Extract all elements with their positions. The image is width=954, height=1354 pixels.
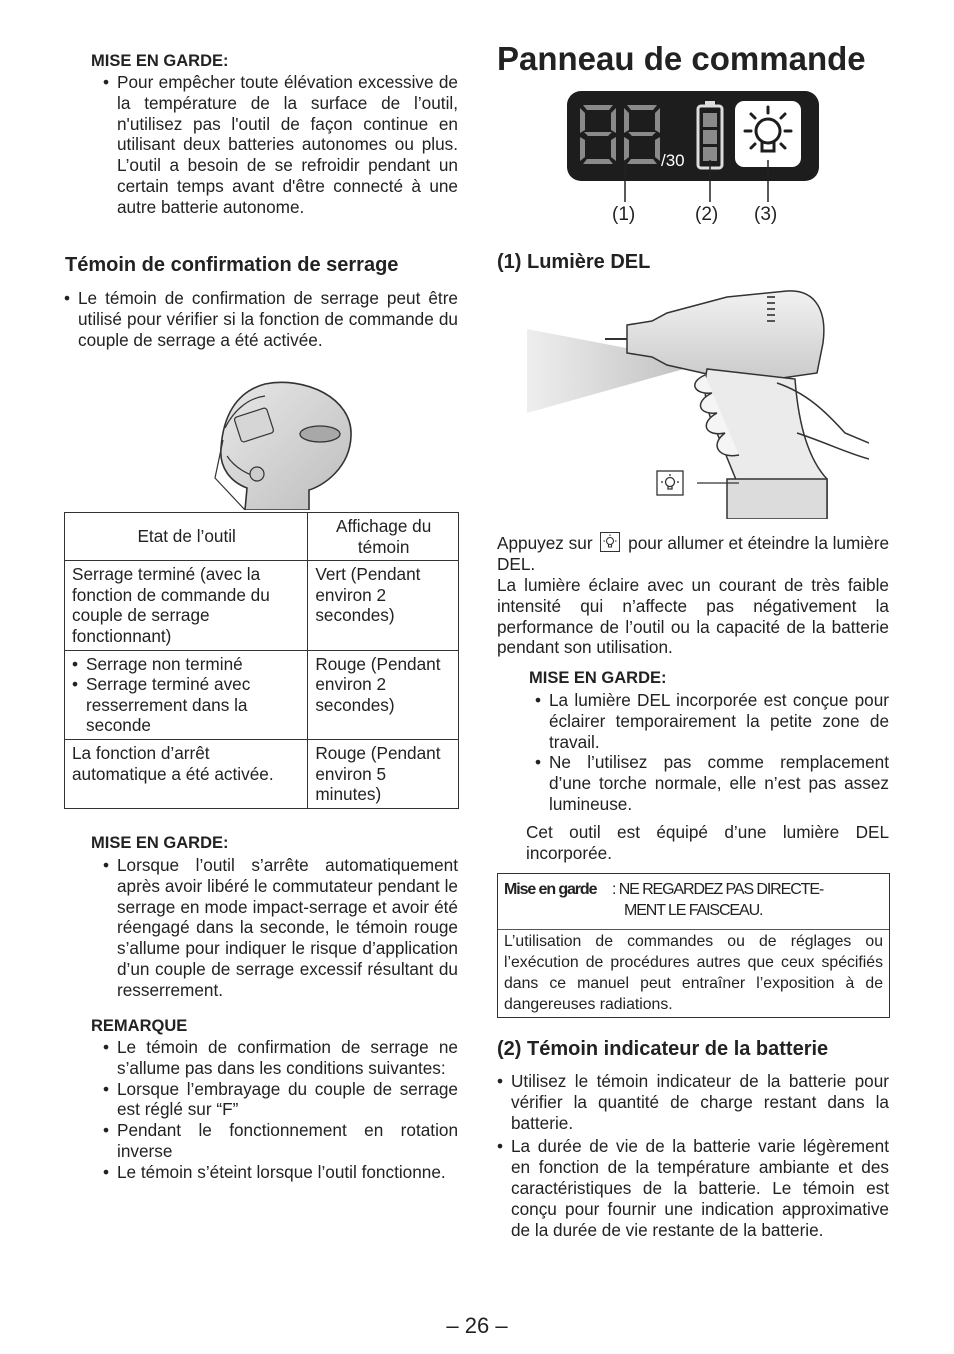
table-cell-display: Vert (Pendant environ 2 secondes) (308, 561, 459, 650)
table-cell-display: Rouge (Pendant environ 5 minutes) (308, 739, 459, 808)
display-suffix: /30 (661, 151, 685, 170)
led-instructions: Appuyez sur pour allumer et éteindre la lumière DEL. (497, 533, 890, 574)
warning-body: L’utilisation de commandes ou de réglages ou l’exécution de procédures autres que ceux spécifiés dans ce manuel peut entraîner l’exposition à de dangereuses radiations. (504, 933, 883, 1013)
led-button[interactable] (735, 101, 801, 167)
laser-warning-box (497, 873, 890, 1018)
list-item: • La durée de vie de la batterie varie légèrement en fonction de la température ambiante et des caractéristiques de la batterie. Le témoin est conçu pour fournir une indication approximative de la durée de vie restante de la batterie. (497, 1136, 889, 1240)
warning-line-1: : NE REGARDEZ PAS DIRECTE- (612, 881, 824, 898)
battery-list (497, 1071, 889, 1240)
battery-heading: (2) Témoin indicateur de la batterie (497, 1038, 829, 1060)
led-note: Cet outil est équipé d’une lumière DEL incorporée. (526, 822, 889, 863)
list-item: • La lumière DEL incorporée est conçue pour éclairer temporairement la petite zone de travail. (535, 690, 889, 752)
panel-callout-lines (600, 160, 800, 208)
caution-heading-1: MISE EN GARDE: (91, 52, 229, 70)
list-item: • Le témoin de confirmation de serrage ne s’allume pas dans les conditions suivantes: (103, 1037, 458, 1078)
page-title: Panneau de commande (497, 40, 866, 77)
table-cell-display: Rouge (Pendant environ 2 secondes) (308, 650, 459, 739)
warning-line-2: MENT LE FAISCEAU. (624, 902, 763, 919)
seven-segment-display-icon (577, 103, 667, 167)
warning-label: Mise en garde (504, 881, 597, 898)
indicator-table (64, 512, 459, 809)
caution-2-bullet: • Lorsque l’outil s’arrête automatiquement après avoir libéré le commutateur pendant le serrage en mode impact-serrage et avoir été réengagé dans la seconde, le témoin rouge s’allume pour indiquer le risque d’application d’un couple de serrage excessif résultant du resserrement. (103, 855, 458, 1000)
section-title-tightening: Témoin de confirmation de serrage (65, 254, 399, 276)
table-cell-state: • Serrage non terminé • Serrage terminé avec resserrement dans la seconde (65, 650, 308, 739)
list-item: • Lorsque l’embrayage du couple de serrage est réglé sur “F” (103, 1078, 458, 1120)
list-item: • Pendant le fonctionnement en rotation inverse (103, 1120, 458, 1161)
table-cell-state: Serrage terminé (avec la fonction de commande du couple de serrage fonctionnant) (65, 561, 308, 650)
caution-1-bullet: • Pour empêcher toute élévation excessive de la température de la surface de l’outil, n'utilisez pas l'outil de façon continue en utilisant deux batteries autonomes ou plus. L’outil a besoin de se refroidir pendant un certain temps avant d'être connecté à une autre batterie autonome. (103, 72, 458, 217)
led-paragraph: La lumière éclaire avec un courant de très faible intensité qui n’affecte pas négativement la performance de l’outil ou la capacité de la batterie pendant son utilisation. (497, 575, 889, 658)
list-item: • Le témoin s’éteint lorsque l’outil fonctionne. (103, 1161, 446, 1182)
remark-heading: REMARQUE (91, 1017, 188, 1035)
table-row (65, 561, 459, 650)
warning-divider (498, 929, 889, 930)
light-bulb-icon (735, 101, 801, 167)
caution-heading-3: MISE EN GARDE: (529, 669, 667, 687)
table-row (65, 650, 459, 739)
list-item: • Utilisez le témoin indicateur de la batterie pour vérifier la quantité de charge restant dans la batterie. (497, 1071, 889, 1133)
panel-label-2: (2) (695, 204, 719, 225)
list-item: • Ne l’utilisez pas comme remplacement d’une torche normale, elle n’est pas assez lumineuse. (535, 752, 889, 814)
table-header-display: Affichage du témoin (308, 513, 459, 561)
light-bulb-inline-icon (600, 532, 620, 552)
caution-3-list (535, 690, 889, 815)
tool-rear-illustration (205, 378, 355, 510)
table-row (65, 739, 459, 808)
table-cell-state: La fonction d’arrêt automatique a été activée. (65, 739, 308, 808)
drill-led-illustration (527, 283, 869, 519)
remark-list (103, 1037, 458, 1183)
caution-heading-2: MISE EN GARDE: (91, 834, 229, 852)
intro-bullet: • Le témoin de confirmation de serrage peut être utilisé pour vérifier si la fonction de commande du couple de serrage a été activée. (64, 288, 458, 350)
panel-label-1: (1) (612, 204, 636, 225)
led-heading: (1) Lumière DEL (497, 251, 651, 273)
panel-label-3: (3) (754, 204, 778, 225)
table-header-state: Etat de l’outil (65, 513, 308, 561)
page-number: – 26 – (446, 1313, 508, 1338)
